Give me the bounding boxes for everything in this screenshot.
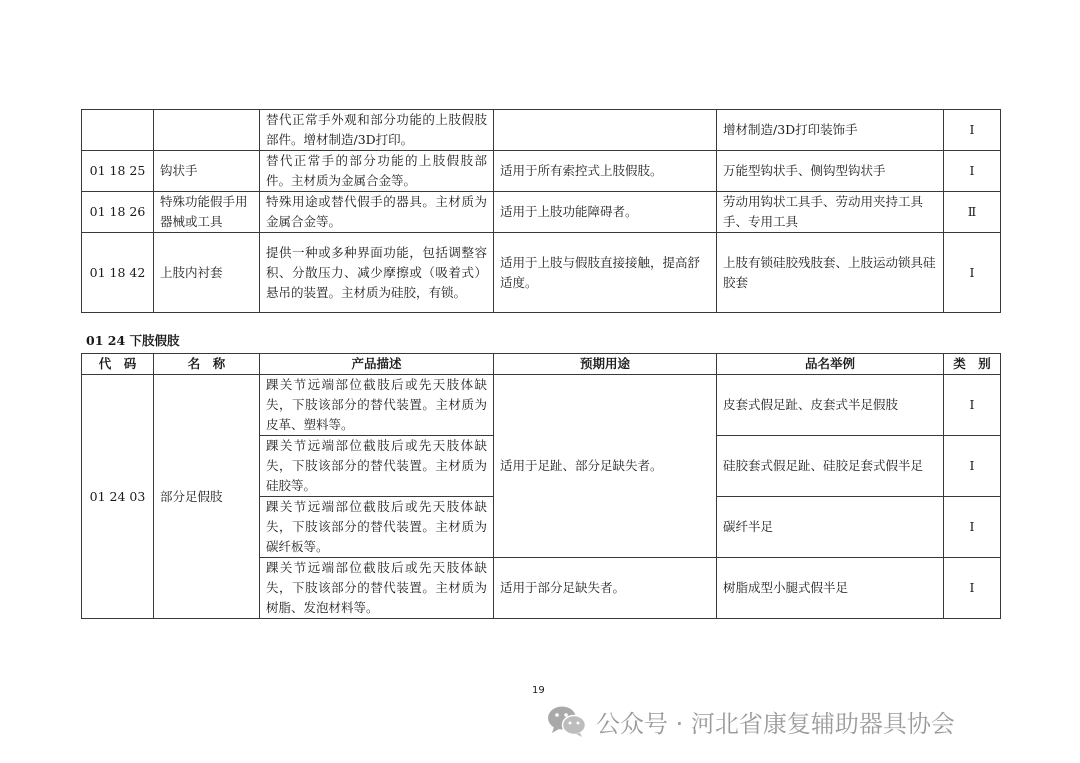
examples-cell: 万能型钩状手、侧钩型钩状手 [717,151,944,192]
class-cell: Ⅰ [944,233,1001,313]
watermark [546,703,955,739]
use-cell: 适用于所有索控式上肢假肢。 [494,151,717,192]
use-cell [494,110,717,151]
name-cell: 钩状手 [154,151,260,192]
product-table-upper-limb [81,109,1001,313]
class-cell: Ⅰ [944,151,1001,192]
use-cell: 适用于上肢功能障碍者。 [494,192,717,233]
use-cell: 适用于足趾、部分足缺失者。 [494,375,717,558]
code-cell: 01 18 26 [82,192,154,233]
desc-cell: 替代正常手的部分功能的上肢假肢部件。主材质为金属合金等。 [260,151,494,192]
class-cell: Ⅰ [944,436,1001,497]
name-cell: 上肢内衬套 [154,233,260,313]
examples-cell: 增材制造/3D打印装饰手 [717,110,944,151]
table-row [82,151,1001,192]
class-cell: Ⅰ [944,497,1001,558]
header-examples: 品名举例 [717,354,944,375]
class-cell: Ⅰ [944,558,1001,619]
table-row [82,192,1001,233]
code-cell [82,110,154,151]
use-cell: 适用于上肢与假肢直接接触，提高舒适度。 [494,233,717,313]
wechat-icon [546,704,588,738]
examples-cell: 树脂成型小腿式假半足 [717,558,944,619]
product-table-lower-limb [81,353,1001,619]
class-cell: Ⅱ [944,192,1001,233]
examples-cell: 皮套式假足趾、皮套式半足假肢 [717,375,944,436]
examples-cell: 碳纤半足 [717,497,944,558]
table-header-row [82,354,1001,375]
desc-cell: 踝关节远端部位截肢后或先天肢体缺失，下肢该部分的替代装置。主材质为皮革、塑料等。 [260,375,494,436]
page-number: 19 [532,685,545,696]
desc-cell: 踝关节远端部位截肢后或先天肢体缺失，下肢该部分的替代装置。主材质为树脂、发泡材料等。 [260,558,494,619]
examples-cell: 硅胶套式假足趾、硅胶足套式假半足 [717,436,944,497]
desc-cell: 提供一种或多种界面功能，包括调整容积、分散压力、减少摩擦或（吸着式）悬吊的装置。主材质为硅胶，有锁。 [260,233,494,313]
class-cell: Ⅰ [944,110,1001,151]
header-name: 名 称 [154,354,260,375]
header-code: 代 码 [82,354,154,375]
code-cell: 01 18 25 [82,151,154,192]
name-cell: 特殊功能假手用器械或工具 [154,192,260,233]
header-desc: 产品描述 [260,354,494,375]
table-row [82,233,1001,313]
code-cell: 01 24 03 [82,375,154,619]
class-cell: Ⅰ [944,375,1001,436]
header-class: 类 别 [944,354,1001,375]
use-cell: 适用于部分足缺失者。 [494,558,717,619]
table-row [82,110,1001,151]
header-use: 预期用途 [494,354,717,375]
code-cell: 01 18 42 [82,233,154,313]
desc-cell: 特殊用途或替代假手的器具。主材质为金属合金等。 [260,192,494,233]
table-row [82,375,1001,436]
desc-cell: 踝关节远端部位截肢后或先天肢体缺失，下肢该部分的替代装置。主材质为硅胶等。 [260,436,494,497]
examples-cell: 劳动用钩状工具手、劳动用夹持工具手、专用工具 [717,192,944,233]
desc-cell: 替代正常手外观和部分功能的上肢假肢部件。增材制造/3D打印。 [260,110,494,151]
examples-cell: 上肢有锁硅胶残肢套、上肢运动锁具硅胶套 [717,233,944,313]
desc-cell: 踝关节远端部位截肢后或先天肢体缺失，下肢该部分的替代装置。主材质为碳纤板等。 [260,497,494,558]
watermark-text: 公众号 · 河北省康复辅助器具协会 [596,709,955,738]
section-title: 01 24 下肢假肢 [86,333,180,348]
name-cell [154,110,260,151]
name-cell: 部分足假肢 [154,375,260,619]
